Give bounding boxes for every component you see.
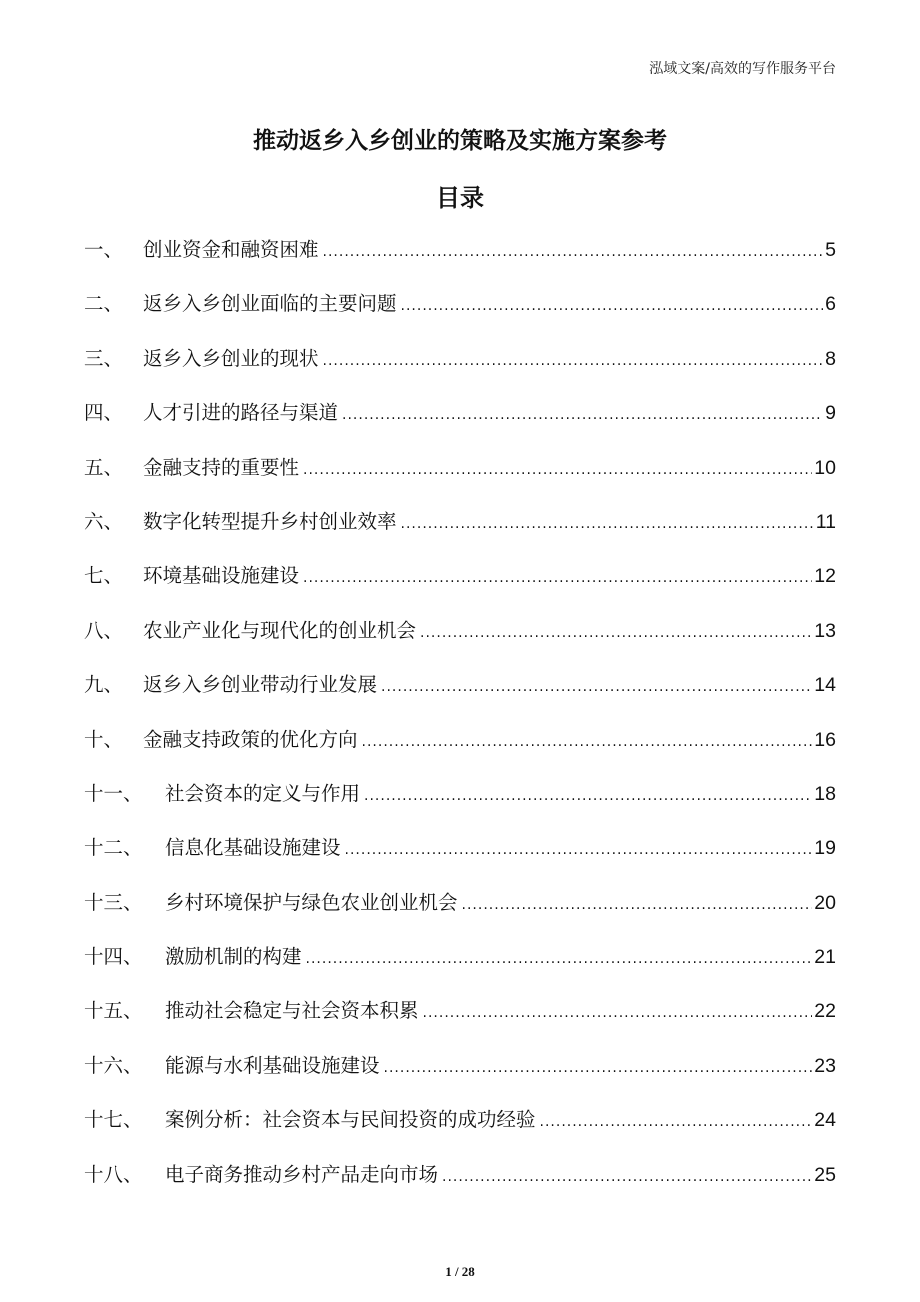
toc-entry-page: 8 xyxy=(825,347,836,370)
toc-entry-number: 九、 xyxy=(84,673,124,697)
toc-heading: 目录 xyxy=(436,184,484,212)
toc-dot-leader xyxy=(401,298,824,314)
toc-entry-number: 十三、 xyxy=(84,890,143,914)
toc-entry-page: 10 xyxy=(814,456,836,479)
toc-entry-number: 十八、 xyxy=(84,1162,143,1186)
toc-entry-title: 农业产业化与现代化的创业机会 xyxy=(143,618,417,642)
toc-dot-leader xyxy=(362,734,813,750)
toc-entry-page: 23 xyxy=(814,1054,836,1077)
toc-entry-number: 十五、 xyxy=(84,999,143,1023)
toc-entry-title: 返乡入乡创业带动行业发展 xyxy=(143,673,378,697)
toc-entry-title: 信息化基础设施建设 xyxy=(165,836,341,860)
toc-entry[interactable] xyxy=(84,1050,836,1104)
toc-entry-page: 22 xyxy=(814,1000,836,1023)
toc-entry-page: 19 xyxy=(814,837,836,860)
toc-entry[interactable] xyxy=(84,1104,836,1158)
toc-entry-page: 18 xyxy=(814,782,836,805)
toc-entry[interactable] xyxy=(84,615,836,669)
toc-entry[interactable] xyxy=(84,506,836,560)
toc-dot-leader xyxy=(342,407,823,423)
toc-entry[interactable] xyxy=(84,669,836,723)
toc-entry-page: 24 xyxy=(814,1109,836,1132)
toc-entry-title: 能源与水利基础设施建设 xyxy=(165,1053,380,1077)
toc-entry-page: 13 xyxy=(814,619,836,642)
toc-dot-leader xyxy=(306,951,813,967)
toc-entry-number: 十一、 xyxy=(84,781,143,805)
toc-entry-page: 21 xyxy=(814,946,836,969)
toc-entry-page: 12 xyxy=(814,565,836,588)
toc-entry[interactable] xyxy=(84,832,836,886)
toc-entry[interactable] xyxy=(84,234,836,288)
toc-entry-page: 9 xyxy=(825,402,836,425)
toc-dot-leader xyxy=(303,570,812,586)
toc-dot-leader xyxy=(423,1005,813,1021)
document-title: 推动返乡入乡创业的策略及实施方案参考 xyxy=(253,128,667,154)
toc-entry-title: 金融支持的重要性 xyxy=(143,455,300,479)
toc-entry[interactable] xyxy=(84,397,836,451)
table-of-contents xyxy=(84,234,836,1213)
toc-entry-number: 十、 xyxy=(84,727,124,751)
toc-entry[interactable] xyxy=(84,560,836,614)
toc-dot-leader xyxy=(442,1169,812,1185)
toc-dot-leader xyxy=(303,462,812,478)
toc-entry-page: 6 xyxy=(825,293,836,316)
toc-entry-title: 人才引进的路径与渠道 xyxy=(143,401,339,425)
toc-entry[interactable] xyxy=(84,452,836,506)
toc-entry[interactable] xyxy=(84,778,836,832)
toc-entry-number: 十六、 xyxy=(84,1053,143,1077)
toc-dot-leader xyxy=(381,679,812,695)
toc-entry-number: 一、 xyxy=(84,238,124,261)
toc-entry-title: 乡村环境保护与绿色农业创业机会 xyxy=(165,890,458,914)
toc-dot-leader xyxy=(345,842,813,858)
toc-dot-leader xyxy=(540,1114,813,1130)
toc-entry-title: 返乡入乡创业面临的主要问题 xyxy=(143,292,397,316)
toc-dot-leader xyxy=(323,353,824,369)
toc-entry-title: 推动社会稳定与社会资本积累 xyxy=(165,999,419,1023)
toc-entry[interactable] xyxy=(84,887,836,941)
toc-entry-title: 创业资金和融资困难 xyxy=(143,238,319,261)
toc-entry[interactable] xyxy=(84,941,836,995)
toc-entry[interactable] xyxy=(84,288,836,342)
toc-entry-number: 四、 xyxy=(84,401,124,425)
toc-entry-number: 三、 xyxy=(84,346,124,370)
toc-entry-number: 二、 xyxy=(84,292,124,316)
toc-entry-title: 电子商务推动乡村产品走向市场 xyxy=(165,1162,439,1186)
toc-entry-page: 20 xyxy=(814,891,836,914)
toc-dot-leader xyxy=(420,625,812,641)
toc-entry-number: 十二、 xyxy=(84,836,143,860)
toc-entry-number: 七、 xyxy=(84,564,124,588)
toc-entry-page: 14 xyxy=(814,674,836,697)
toc-entry-title: 金融支持政策的优化方向 xyxy=(143,727,358,751)
toc-entry-page: 11 xyxy=(815,510,836,533)
toc-entry-page: 16 xyxy=(814,728,836,751)
toc-entry-number: 六、 xyxy=(84,509,124,533)
toc-entry[interactable] xyxy=(84,724,836,778)
toc-dot-leader xyxy=(364,788,812,804)
toc-dot-leader xyxy=(323,244,824,260)
toc-dot-leader xyxy=(401,516,814,532)
toc-entry-title: 环境基础设施建设 xyxy=(143,564,300,588)
toc-entry-number: 十七、 xyxy=(84,1108,143,1132)
toc-entry-number: 十四、 xyxy=(84,945,143,969)
page-indicator: 1 / 28 xyxy=(445,1264,475,1279)
toc-entry-page: 25 xyxy=(814,1163,836,1186)
toc-dot-leader xyxy=(384,1060,813,1076)
toc-entry-title: 社会资本的定义与作用 xyxy=(165,781,361,805)
toc-entry-title: 数字化转型提升乡村创业效率 xyxy=(143,509,397,533)
page-header: 泓域文案/高效的写作服务平台 xyxy=(649,61,836,77)
toc-entry-title: 案例分析：社会资本与民间投资的成功经验 xyxy=(165,1108,536,1132)
toc-dot-leader xyxy=(462,897,813,913)
toc-entry[interactable] xyxy=(84,343,836,397)
toc-entry[interactable] xyxy=(84,1159,836,1213)
toc-entry-title: 激励机制的构建 xyxy=(165,945,302,969)
toc-entry-title: 返乡入乡创业的现状 xyxy=(143,346,319,370)
toc-entry[interactable] xyxy=(84,995,836,1049)
toc-entry-number: 五、 xyxy=(84,455,124,479)
toc-entry-number: 八、 xyxy=(84,618,124,642)
toc-entry-page: 5 xyxy=(825,239,836,261)
